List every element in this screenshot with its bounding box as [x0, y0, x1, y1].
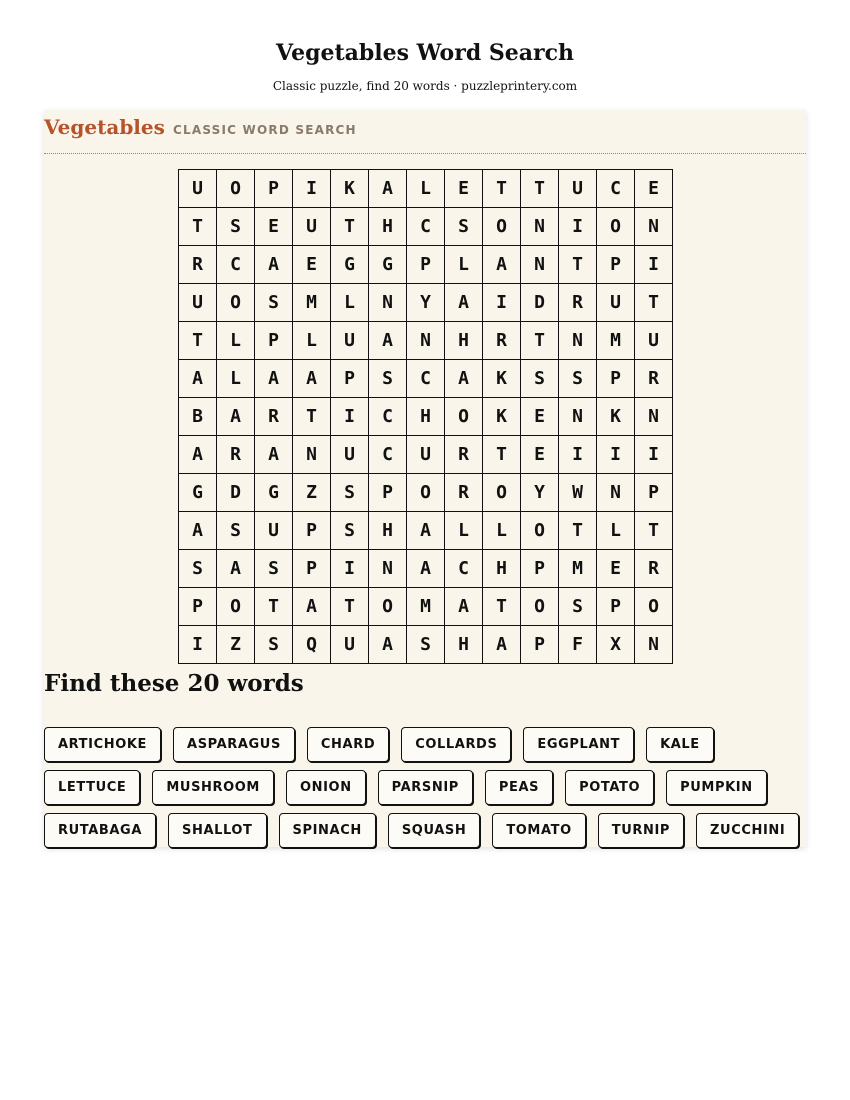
grid-cell[interactable]: S: [369, 360, 407, 398]
grid-cell[interactable]: H: [407, 398, 445, 436]
grid-cell[interactable]: H: [483, 550, 521, 588]
grid-cell[interactable]: O: [635, 588, 673, 626]
grid-cell[interactable]: N: [597, 474, 635, 512]
grid-cell[interactable]: R: [559, 284, 597, 322]
word-chip-squash[interactable]: SQUASH: [388, 813, 480, 848]
grid-cell[interactable]: A: [483, 246, 521, 284]
grid-cell[interactable]: S: [331, 474, 369, 512]
grid-cell[interactable]: S: [559, 588, 597, 626]
word-chip-potato[interactable]: POTATO: [565, 770, 654, 805]
word-chip-onion[interactable]: ONION: [286, 770, 366, 805]
grid-cell[interactable]: I: [483, 284, 521, 322]
grid-cell[interactable]: G: [179, 474, 217, 512]
grid-cell[interactable]: P: [369, 474, 407, 512]
grid-cell[interactable]: I: [331, 550, 369, 588]
grid-cell[interactable]: K: [597, 398, 635, 436]
word-list-heading: Find these 20 words: [44, 670, 304, 697]
grid-cell[interactable]: I: [635, 246, 673, 284]
letter-grid: [178, 169, 673, 664]
grid-cell[interactable]: N: [559, 322, 597, 360]
grid-cell[interactable]: Z: [293, 474, 331, 512]
grid-cell[interactable]: T: [559, 246, 597, 284]
grid-cell[interactable]: A: [255, 246, 293, 284]
grid-cell[interactable]: A: [217, 550, 255, 588]
grid-cell[interactable]: I: [559, 436, 597, 474]
grid-cell[interactable]: M: [559, 550, 597, 588]
word-chip-collards[interactable]: COLLARDS: [401, 727, 511, 762]
grid-cell[interactable]: C: [369, 436, 407, 474]
grid-cell[interactable]: R: [635, 360, 673, 398]
grid-cell[interactable]: P: [407, 246, 445, 284]
grid-cell[interactable]: P: [293, 512, 331, 550]
grid-cell[interactable]: T: [483, 170, 521, 208]
grid-cell[interactable]: U: [559, 170, 597, 208]
grid-cell[interactable]: I: [179, 626, 217, 664]
grid-cell[interactable]: L: [597, 512, 635, 550]
grid-cell[interactable]: I: [293, 170, 331, 208]
grid-cell[interactable]: P: [293, 550, 331, 588]
grid-cell[interactable]: S: [521, 360, 559, 398]
grid-cell[interactable]: M: [407, 588, 445, 626]
grid-cell[interactable]: O: [407, 474, 445, 512]
grid-cell[interactable]: D: [217, 474, 255, 512]
grid-cell[interactable]: I: [635, 436, 673, 474]
grid-cell[interactable]: N: [635, 398, 673, 436]
grid-cell[interactable]: L: [483, 512, 521, 550]
word-chip-turnip[interactable]: TURNIP: [598, 813, 684, 848]
grid-cell[interactable]: L: [217, 322, 255, 360]
word-row: [44, 813, 806, 849]
grid-cell[interactable]: M: [293, 284, 331, 322]
grid-cell[interactable]: A: [445, 360, 483, 398]
grid-cell[interactable]: T: [635, 284, 673, 322]
grid-cell[interactable]: T: [483, 588, 521, 626]
grid-cell[interactable]: H: [445, 626, 483, 664]
grid-cell[interactable]: S: [217, 208, 255, 246]
grid-cell[interactable]: H: [445, 322, 483, 360]
grid-cell[interactable]: E: [255, 208, 293, 246]
word-chip-spinach[interactable]: SPINACH: [279, 813, 376, 848]
grid-cell[interactable]: N: [635, 626, 673, 664]
grid-cell[interactable]: S: [255, 626, 293, 664]
grid-cell[interactable]: P: [521, 550, 559, 588]
grid-cell[interactable]: C: [407, 360, 445, 398]
grid-cell[interactable]: C: [369, 398, 407, 436]
grid-cell[interactable]: O: [217, 170, 255, 208]
grid-cell[interactable]: A: [407, 512, 445, 550]
grid-cell[interactable]: W: [559, 474, 597, 512]
card-tagline: CLASSIC WORD SEARCH: [173, 123, 357, 137]
grid-cell[interactable]: P: [255, 170, 293, 208]
grid-cell[interactable]: S: [255, 284, 293, 322]
grid-cell[interactable]: N: [293, 436, 331, 474]
grid-cell[interactable]: U: [331, 322, 369, 360]
grid-cell[interactable]: T: [483, 436, 521, 474]
word-chip-parsnip[interactable]: PARSNIP: [378, 770, 473, 805]
grid-cell[interactable]: D: [521, 284, 559, 322]
grid-cell[interactable]: T: [521, 322, 559, 360]
grid-cell[interactable]: S: [445, 208, 483, 246]
grid-cell[interactable]: U: [255, 512, 293, 550]
grid-cell[interactable]: P: [331, 360, 369, 398]
grid-cell[interactable]: T: [293, 398, 331, 436]
grid-cell[interactable]: T: [521, 170, 559, 208]
grid-cell[interactable]: U: [635, 322, 673, 360]
grid-cell[interactable]: T: [559, 512, 597, 550]
grid-cell[interactable]: A: [255, 436, 293, 474]
grid-cell[interactable]: S: [217, 512, 255, 550]
grid-cell[interactable]: O: [597, 208, 635, 246]
grid-cell[interactable]: H: [369, 512, 407, 550]
grid-cell[interactable]: A: [445, 588, 483, 626]
grid-cell[interactable]: N: [521, 208, 559, 246]
grid-cell[interactable]: N: [635, 208, 673, 246]
grid-cell[interactable]: E: [293, 246, 331, 284]
grid-cell[interactable]: C: [217, 246, 255, 284]
grid-cell[interactable]: Q: [293, 626, 331, 664]
grid-cell[interactable]: P: [597, 588, 635, 626]
grid-cell[interactable]: P: [179, 588, 217, 626]
page-subtitle: Classic puzzle, find 20 words · puzzleprintery.com: [272, 79, 578, 93]
grid-cell[interactable]: Y: [521, 474, 559, 512]
grid-cell[interactable]: U: [293, 208, 331, 246]
grid-cell[interactable]: A: [293, 588, 331, 626]
grid-cell[interactable]: L: [445, 246, 483, 284]
grid-cell[interactable]: H: [369, 208, 407, 246]
grid-cell[interactable]: A: [293, 360, 331, 398]
word-chip-asparagus[interactable]: ASPARAGUS: [173, 727, 295, 762]
grid-cell[interactable]: R: [483, 322, 521, 360]
grid-cell[interactable]: R: [217, 436, 255, 474]
word-chip-mushroom[interactable]: MUSHROOM: [152, 770, 274, 805]
grid-cell[interactable]: X: [597, 626, 635, 664]
grid-cell[interactable]: P: [521, 626, 559, 664]
grid-cell[interactable]: T: [331, 588, 369, 626]
word-chip-kale[interactable]: KALE: [646, 727, 714, 762]
word-chip-tomato[interactable]: TOMATO: [492, 813, 585, 848]
grid-cell[interactable]: I: [331, 398, 369, 436]
grid-cell[interactable]: A: [179, 436, 217, 474]
grid-cell[interactable]: T: [635, 512, 673, 550]
word-chip-chard[interactable]: CHARD: [307, 727, 389, 762]
grid-cell[interactable]: A: [445, 284, 483, 322]
grid-cell[interactable]: P: [635, 474, 673, 512]
word-chip-rutabaga[interactable]: RUTABAGA: [44, 813, 156, 848]
grid-cell[interactable]: L: [293, 322, 331, 360]
grid-cell[interactable]: A: [369, 626, 407, 664]
grid-cell[interactable]: S: [255, 550, 293, 588]
grid-cell[interactable]: P: [597, 360, 635, 398]
grid-cell[interactable]: S: [559, 360, 597, 398]
grid-cell[interactable]: R: [445, 436, 483, 474]
word-chip-zucchini[interactable]: ZUCCHINI: [696, 813, 799, 848]
grid-cell[interactable]: L: [331, 284, 369, 322]
grid-cell[interactable]: F: [559, 626, 597, 664]
grid-cell[interactable]: A: [369, 170, 407, 208]
word-chip-shallot[interactable]: SHALLOT: [168, 813, 267, 848]
grid-cell[interactable]: N: [521, 246, 559, 284]
grid-cell[interactable]: U: [179, 170, 217, 208]
grid-cell[interactable]: U: [331, 436, 369, 474]
grid-cell[interactable]: A: [179, 360, 217, 398]
word-row: [44, 770, 806, 806]
word-list: [44, 727, 806, 856]
grid-cell[interactable]: N: [369, 284, 407, 322]
word-chip-pumpkin[interactable]: PUMPKIN: [666, 770, 767, 805]
grid-cell[interactable]: N: [369, 550, 407, 588]
word-chip-artichoke[interactable]: ARTICHOKE: [44, 727, 161, 762]
grid-cell[interactable]: E: [521, 436, 559, 474]
grid-cell[interactable]: C: [597, 170, 635, 208]
word-row: [44, 727, 806, 763]
grid-cell[interactable]: L: [217, 360, 255, 398]
grid-cell[interactable]: U: [597, 284, 635, 322]
grid-cell[interactable]: C: [407, 208, 445, 246]
grid-cell[interactable]: O: [521, 512, 559, 550]
grid-cell[interactable]: O: [483, 208, 521, 246]
grid-cell[interactable]: A: [179, 512, 217, 550]
grid-cell[interactable]: N: [559, 398, 597, 436]
grid-cell[interactable]: S: [331, 512, 369, 550]
grid-cell[interactable]: I: [597, 436, 635, 474]
grid-cell[interactable]: T: [255, 588, 293, 626]
grid-cell[interactable]: K: [483, 398, 521, 436]
word-chip-peas[interactable]: PEAS: [485, 770, 553, 805]
grid-cell[interactable]: E: [445, 170, 483, 208]
grid-cell[interactable]: B: [179, 398, 217, 436]
grid-cell[interactable]: M: [597, 322, 635, 360]
grid-cell[interactable]: K: [483, 360, 521, 398]
grid-cell[interactable]: C: [445, 550, 483, 588]
grid-cell[interactable]: O: [445, 398, 483, 436]
grid-cell[interactable]: R: [445, 474, 483, 512]
grid-cell[interactable]: A: [217, 398, 255, 436]
grid-cell[interactable]: T: [179, 322, 217, 360]
grid-cell[interactable]: G: [255, 474, 293, 512]
grid-cell[interactable]: E: [521, 398, 559, 436]
grid-cell[interactable]: O: [483, 474, 521, 512]
grid-cell[interactable]: A: [483, 626, 521, 664]
grid-cell[interactable]: R: [635, 550, 673, 588]
grid-cell[interactable]: U: [331, 626, 369, 664]
grid-cell[interactable]: O: [369, 588, 407, 626]
brand-title: Vegetables: [44, 115, 165, 139]
grid-cell[interactable]: Z: [217, 626, 255, 664]
grid-cell[interactable]: K: [331, 170, 369, 208]
grid-cell[interactable]: S: [407, 626, 445, 664]
grid-cell[interactable]: E: [635, 170, 673, 208]
grid-cell[interactable]: I: [559, 208, 597, 246]
word-chip-lettuce[interactable]: LETTUCE: [44, 770, 140, 805]
grid-cell[interactable]: A: [255, 360, 293, 398]
page-title: Vegetables Word Search: [276, 40, 574, 66]
grid-cell[interactable]: G: [331, 246, 369, 284]
grid-cell[interactable]: L: [407, 170, 445, 208]
card-header: [44, 110, 806, 154]
grid-cell[interactable]: P: [255, 322, 293, 360]
grid-cell[interactable]: Y: [407, 284, 445, 322]
grid-cell[interactable]: E: [597, 550, 635, 588]
grid-cell[interactable]: O: [217, 284, 255, 322]
grid-cell[interactable]: N: [407, 322, 445, 360]
grid-cell[interactable]: T: [179, 208, 217, 246]
grid-cell[interactable]: G: [369, 246, 407, 284]
grid-cell[interactable]: U: [179, 284, 217, 322]
grid-cell[interactable]: P: [597, 246, 635, 284]
grid-cell[interactable]: L: [445, 512, 483, 550]
grid-cell[interactable]: R: [179, 246, 217, 284]
grid-cell[interactable]: O: [521, 588, 559, 626]
grid-cell[interactable]: S: [179, 550, 217, 588]
grid-cell[interactable]: A: [369, 322, 407, 360]
grid-cell[interactable]: U: [407, 436, 445, 474]
grid-cell[interactable]: O: [217, 588, 255, 626]
word-chip-eggplant[interactable]: EGGPLANT: [523, 727, 634, 762]
puzzle-card: [44, 110, 806, 847]
grid-cell[interactable]: A: [407, 550, 445, 588]
grid-cell[interactable]: T: [331, 208, 369, 246]
grid-cell[interactable]: R: [255, 398, 293, 436]
